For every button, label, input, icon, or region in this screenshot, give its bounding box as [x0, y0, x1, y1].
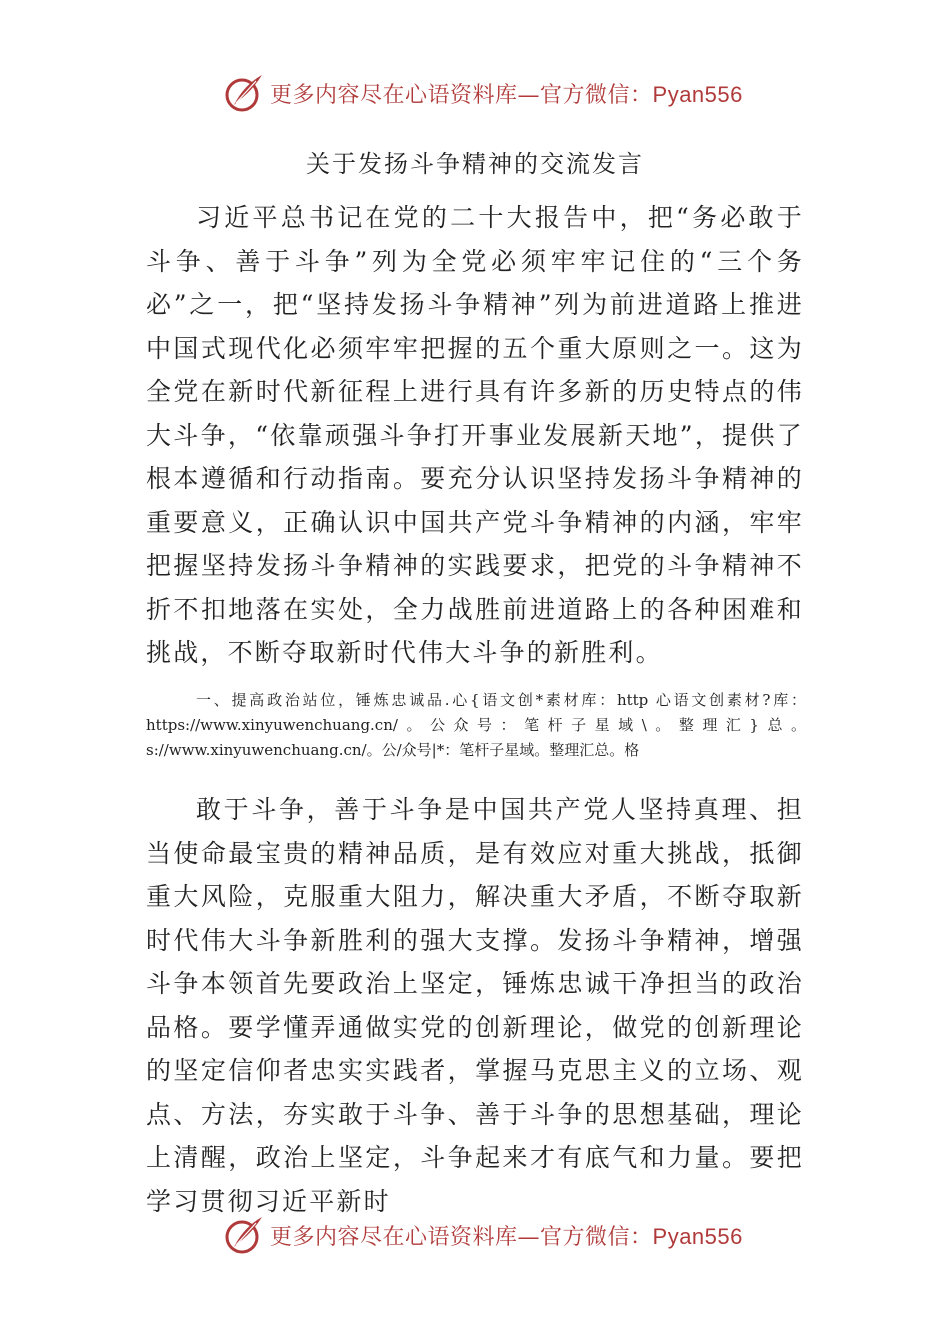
paragraph-intro: 习近平总书记在党的二十大报告中，把“务必敢于斗争、善于斗争”列为全党必须牢牢记住的“三个务必”之一，把“坚持发扬斗争精神”列为前进道路上推进中国式现代化必须牢牢把握的五个重大原则之一。这为全党在新时代新征程上进行具有许多新的历史特点的伟大斗争，“依靠顽强斗争打开事业发展新天地”，提供了根本遵循和行动指南。要充分认识坚持发扬斗争精神的重要意义，正确认识中国共产党斗争精神的内涵，牢牢把握坚持发扬斗争精神的实践要求，把党的斗争精神不折不扣地落在实处，全力战胜前进道路上的各种困难和挑战，不断夺取新时代伟大斗争的新胜利。 [146, 203, 804, 667]
footer-banner [222, 1212, 743, 1258]
banner-text: 更多内容尽在心语资料库—官方微信：Pyan556 [270, 81, 743, 108]
wechat-id: Pyan556 [652, 1223, 743, 1249]
quill-logo-icon [222, 1213, 266, 1257]
document-title: 关于发扬斗争精神的交流发言 [306, 150, 644, 178]
quill-logo-icon [222, 71, 266, 115]
header-banner [222, 70, 743, 116]
banner-text: 更多内容尽在心语资料库—官方微信：Pyan556 [270, 1223, 743, 1250]
wechat-id: Pyan556 [652, 81, 743, 107]
paragraph-section-1: 敢于斗争，善于斗争是中国共产党人坚持真理、担当使命最宝贵的精神品质，是有效应对重大挑战，抵御重大风险，克服重大阻力，解决重大矛盾，不断夺取新时代伟大斗争新胜利的强大支撑。发扬斗争精神，增强斗争本领首先要政治上坚定，锤炼忠诚干净担当的政治品格。要学懂弄通做实党的创新理论，做党的创新理论的坚定信仰者忠实实践者，掌握马克思主义的立场、观点、方法，夯实敢于斗争、善于斗争的思想基础，理论上清醒，政治上坚定，斗争起来才有底气和力量。要把学习贯彻习近平新时 [146, 795, 804, 1216]
section-heading-1: 一、提高政治站位，锤炼忠诚品.心{语文创*素材库：http 心语文创素材?库：https://www.xinyuwenchuang.cn/。公众号：笔杆子星域\。整理汇}总。s://www.xinyuwenchuang.cn/。公/众号|*：笔杆子星域。整理汇总。格 [146, 691, 806, 759]
